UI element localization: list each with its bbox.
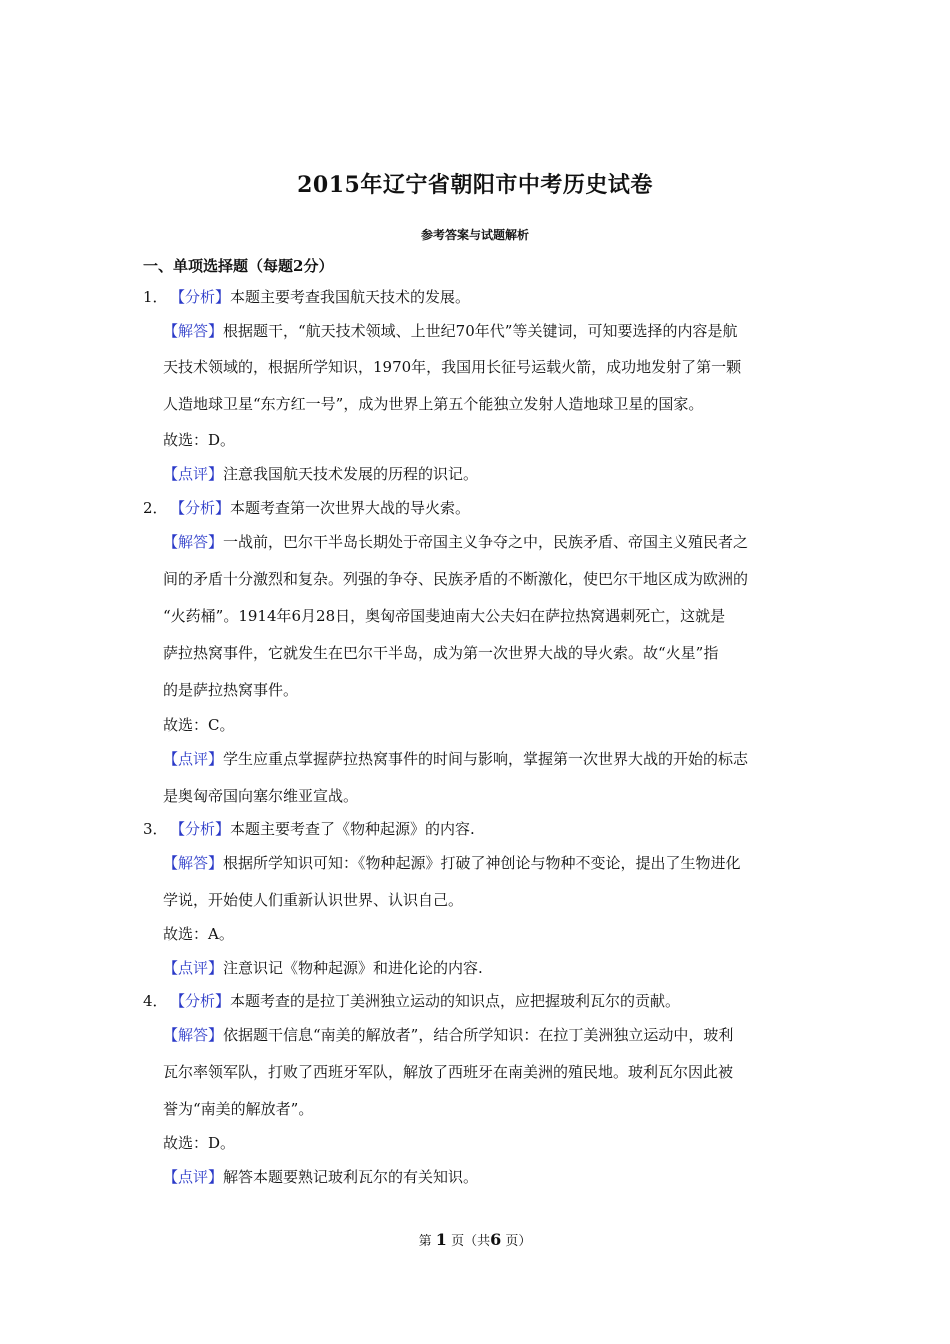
question-4-answer-line <box>163 1025 733 1045</box>
analysis-tag: 【分析】 <box>170 499 231 517</box>
page-subtitle: 参考答案与试题解析 <box>420 228 529 242</box>
question-number: 2． <box>143 499 168 517</box>
answer-text: 一战前，巴尔干半岛长期处于帝国主义争夺之中，民族矛盾、帝国主义殖民者之 <box>223 533 749 551</box>
section-heading: 一、单项选择题（每题2分） <box>143 257 334 275</box>
question-1-answer-line: 天技术领域的，根据所学知识，1970年，我国用长征号运载火箭，成功地发射了第一颗 <box>163 358 742 376</box>
question-1-comment <box>163 464 478 484</box>
comment-text: 学生应重点掌握萨拉热窝事件的时间与影响，掌握第一次世界大战的开始的标志 <box>223 750 749 768</box>
analysis-tag: 【分析】 <box>170 288 231 306</box>
footer-page-number: 1 <box>435 1230 447 1249</box>
analysis-text: 本题考查的是拉丁美洲独立运动的知识点，应把握玻利瓦尔的贡献。 <box>230 992 681 1010</box>
analysis-text: 本题主要考查我国航天技术的发展。 <box>230 288 471 306</box>
question-1-analysis <box>143 287 470 307</box>
comment-tag: 【点评】 <box>163 465 224 483</box>
question-2-answer-line: 的是萨拉热窝事件。 <box>163 681 299 699</box>
comment-text: 注意识记《物种起源》和进化论的内容. <box>223 959 483 977</box>
comment-text: 解答本题要熟记玻利瓦尔的有关知识。 <box>223 1168 479 1186</box>
footer-prefix: 第 <box>418 1234 432 1249</box>
question-2-answer-line: 萨拉热窝事件，它就发生在巴尔干半岛，成为第一次世界大战的导火索。故“火星”指 <box>163 644 719 662</box>
question-number: 1． <box>143 288 168 306</box>
question-3-answer-line <box>163 853 741 873</box>
question-4-answer-line: 瓦尔率领军队，打败了西班牙军队，解放了西班牙在南美洲的殖民地。玻利瓦尔因此被 <box>163 1063 734 1081</box>
analysis-tag: 【分析】 <box>170 820 231 838</box>
question-2-analysis <box>143 498 470 518</box>
question-3-analysis <box>143 819 475 839</box>
comment-tag: 【点评】 <box>163 1168 224 1186</box>
question-2-choice: 故选：C。 <box>163 716 235 734</box>
answer-tag: 【解答】 <box>163 1026 224 1044</box>
analysis-text: 本题主要考查了《物种起源》的内容. <box>230 820 475 838</box>
question-2-answer-line: 间的矛盾十分激烈和复杂。列强的争夺、民族矛盾的不断激化，使巴尔干地区成为欧洲的 <box>163 570 749 588</box>
analysis-tag: 【分析】 <box>170 992 231 1010</box>
footer-middle: 页（共 <box>451 1234 491 1249</box>
question-2-answer-line <box>163 532 748 552</box>
comment-tag: 【点评】 <box>163 959 224 977</box>
question-2-comment <box>163 749 748 769</box>
analysis-text: 本题考查第一次世界大战的导火索。 <box>230 499 471 517</box>
answer-tag: 【解答】 <box>163 322 224 340</box>
page-title: 2015年辽宁省朝阳市中考历史试卷 <box>297 172 653 198</box>
answer-text: 根据题干，“航天技术领域、上世纪70年代”等关键词，可知要选择的内容是航 <box>223 322 738 340</box>
question-4-answer-line: 誉为“南美的解放者”。 <box>163 1100 314 1118</box>
comment-tag: 【点评】 <box>163 750 224 768</box>
answer-text: 根据所学知识可知：《物种起源》打破了神创论与物种不变论，提出了生物进化 <box>223 854 741 872</box>
question-3-answer-line: 学说，开始使人们重新认识世界、认识自己。 <box>163 891 464 909</box>
question-number: 3． <box>143 820 168 838</box>
question-number: 4． <box>143 992 168 1010</box>
question-3-comment <box>163 958 483 978</box>
footer-suffix: 页） <box>505 1234 532 1249</box>
question-2-answer-line: “火药桶”。1914年6月28日，奥匈帝国斐迪南大公夫妇在萨拉热窝遇刺死亡，这就是 <box>163 607 726 625</box>
question-4-comment <box>163 1167 478 1187</box>
answer-tag: 【解答】 <box>163 854 224 872</box>
question-4-analysis <box>143 991 680 1011</box>
question-1-choice: 故选：D。 <box>163 431 236 449</box>
question-1-answer-line <box>163 321 737 341</box>
page-footer <box>0 1230 950 1249</box>
answer-tag: 【解答】 <box>163 533 224 551</box>
question-3-choice: 故选：A。 <box>163 925 234 943</box>
question-2-comment-line: 是奥匈帝国向塞尔维亚宣战。 <box>163 787 359 805</box>
question-1-answer-line: 人造地球卫星“东方红一号”，成为世界上第五个能独立发射人造地球卫星的国家。 <box>163 395 704 413</box>
question-4-choice: 故选：D。 <box>163 1134 236 1152</box>
comment-text: 注意我国航天技术发展的历程的识记。 <box>223 465 479 483</box>
footer-total-pages: 6 <box>490 1230 502 1249</box>
answer-text: 依据题干信息“南美的解放者”，结合所学知识：在拉丁美洲独立运动中，玻利 <box>223 1026 734 1044</box>
